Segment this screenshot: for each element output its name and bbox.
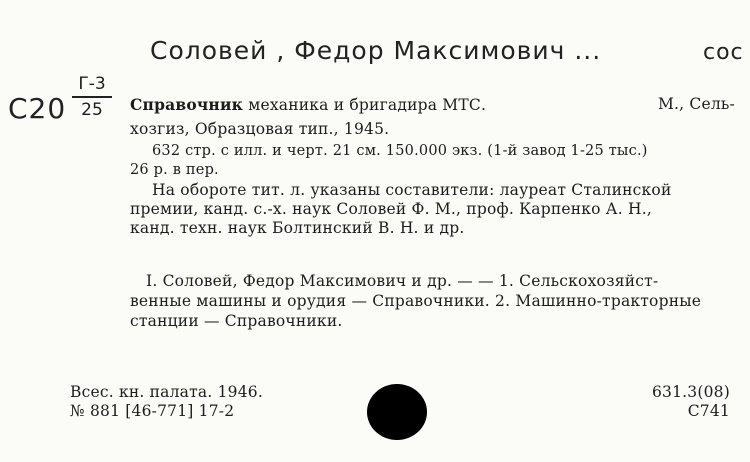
title-bold: Справочник [130,95,244,114]
physical-description: 632 стр. с илл. и черт. 21 см. 150.000 экз. (1-й завод 1-25 тыс.) [152,143,648,159]
shelf-numerator: Г-3 [78,74,106,94]
handwritten-author-tail: сос [703,40,744,65]
note-line-2: премии, канд. с.-х. наук Соловей Ф. М., проф. Карпенко А. Н., [130,200,652,218]
cutter-code: С741 [687,402,730,420]
tracing-line-3: станции — Справочники. [130,312,343,330]
book-chamber-line-2: № 881 [46-771] 17-2 [70,402,235,420]
punch-hole [367,384,427,440]
title-line [130,95,486,115]
book-chamber-line-1: Всес. кн. палата. 1946. [70,383,263,401]
publisher-city: М., Сель- [657,95,735,113]
handwritten-author: Соловей , Федор Максимович ... [150,36,602,65]
shelf-code: С20 [8,92,67,125]
shelf-fraction [72,74,112,120]
note-line-3: канд. техн. наук Болтинский В. Н. и др. [130,219,465,237]
price-line: 26 р. в пер. [130,162,219,178]
tracing-line-1: I. Соловей, Федор Максимович и др. — — 1. Сельскохозяйст- [146,272,659,290]
classification-code: 631.3(08) [652,383,730,401]
publisher-line: хозгиз, Образцовая тип., 1945. [130,120,390,138]
tracing-line-2: венные машины и орудия — Справочники. 2. Машинно-тракторные [130,292,702,310]
title-rest: механика и бригадира МТС. [248,96,487,114]
note-line-1: На обороте тит. л. указаны составители: лауреат Сталинской [152,181,672,199]
fraction-bar [72,96,112,98]
shelf-denominator: 25 [81,100,103,120]
